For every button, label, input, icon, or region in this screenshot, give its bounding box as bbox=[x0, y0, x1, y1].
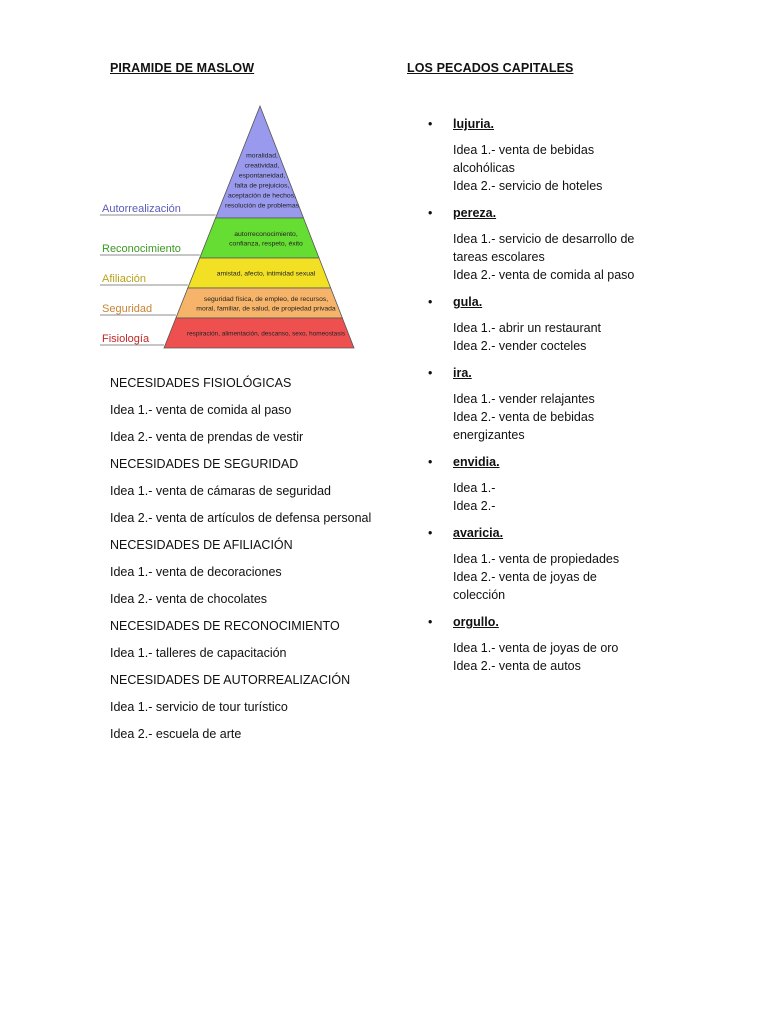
level-description-line: moral, familiar, de salud, de propiedad privada bbox=[196, 305, 336, 313]
left-title: PIRAMIDE DE MASLOW bbox=[110, 61, 255, 75]
sin-idea: Idea 2.- vender cocteles bbox=[453, 339, 587, 353]
sin-idea: Idea 2.- venta de comida al paso bbox=[453, 268, 635, 282]
sin-name-row bbox=[422, 453, 652, 471]
sin-idea: Idea 2.- venta de bebidas energizantes bbox=[453, 410, 595, 442]
level-description-line: moralidad, bbox=[246, 152, 278, 160]
sin-item bbox=[422, 524, 652, 604]
bullet-icon: • bbox=[428, 206, 433, 220]
need-heading: NECESIDADES FISIOLÓGICAS bbox=[110, 376, 292, 390]
sin-name: ira. bbox=[453, 366, 472, 380]
need-idea: Idea 1.- venta de decoraciones bbox=[110, 565, 282, 579]
sin-name: pereza. bbox=[453, 206, 497, 220]
level-name: Afiliación bbox=[102, 273, 147, 285]
level-description-line: respiración, alimentación, descanso, sexo, homeostasis bbox=[186, 330, 346, 338]
sin-idea: Idea 1.- vender relajantes bbox=[453, 392, 595, 406]
bullet-icon: • bbox=[428, 526, 433, 540]
need-idea: Idea 2.- venta de prendas de vestir bbox=[110, 430, 304, 444]
sin-idea: Idea 1.- servicio de desarrollo de tareas escolares bbox=[453, 232, 635, 264]
need-idea: Idea 2.- venta de artículos de defensa personal bbox=[110, 511, 372, 525]
sin-idea: Idea 2.- venta de autos bbox=[453, 659, 581, 673]
sin-idea: Idea 1.- venta de bebidas alcohólicas bbox=[453, 143, 595, 175]
bullet-icon: • bbox=[428, 455, 433, 469]
level-description-line: autorreconocimiento, bbox=[234, 230, 298, 238]
sin-item bbox=[422, 613, 652, 675]
level-description-line: creatividad, bbox=[244, 162, 280, 170]
need-idea: Idea 1.- talleres de capacitación bbox=[110, 646, 287, 660]
right-title: LOS PECADOS CAPITALES bbox=[407, 61, 574, 75]
level-description-line: confianza, respeto, éxito bbox=[229, 240, 303, 248]
sins-list bbox=[422, 115, 652, 684]
pyramid-level bbox=[176, 288, 342, 318]
sin-name: avaricia. bbox=[453, 526, 504, 540]
sin-name: envidia. bbox=[453, 455, 500, 469]
sin-item bbox=[422, 293, 652, 355]
need-idea: Idea 2.- escuela de arte bbox=[110, 727, 242, 741]
bullet-icon: • bbox=[428, 117, 433, 131]
sin-item bbox=[422, 453, 652, 515]
sin-name-row bbox=[422, 524, 652, 542]
needs-list bbox=[110, 374, 380, 752]
bullet-icon: • bbox=[428, 295, 433, 309]
sin-idea: Idea 2.- servicio de hoteles bbox=[453, 179, 603, 193]
level-description-line: seguridad física, de empleo, de recursos, bbox=[203, 295, 329, 303]
need-idea: Idea 1.- venta de comida al paso bbox=[110, 403, 292, 417]
level-description-line: falta de prejuicios, bbox=[234, 182, 290, 190]
need-idea: Idea 1.- servicio de tour turístico bbox=[110, 700, 288, 714]
sin-item bbox=[422, 115, 652, 195]
sin-name-row bbox=[422, 115, 652, 133]
need-heading: NECESIDADES DE SEGURIDAD bbox=[110, 457, 299, 471]
need-idea: Idea 2.- venta de chocolates bbox=[110, 592, 268, 606]
sin-idea: Idea 2.- venta de joyas de colección bbox=[453, 570, 597, 602]
sin-name: gula. bbox=[453, 295, 483, 309]
level-name: Seguridad bbox=[102, 303, 153, 315]
sin-name-row bbox=[422, 204, 652, 222]
level-name: Reconocimiento bbox=[102, 243, 181, 255]
level-name: Fisiología bbox=[102, 333, 150, 345]
sin-idea: Idea 1.- bbox=[453, 481, 496, 495]
maslow-pyramid-image bbox=[98, 100, 360, 352]
need-heading: NECESIDADES DE AUTORREALIZACIÓN bbox=[110, 673, 351, 687]
bullet-icon: • bbox=[428, 615, 433, 629]
need-heading: NECESIDADES DE AFILIACIÓN bbox=[110, 538, 293, 552]
sin-idea: Idea 2.- bbox=[453, 499, 496, 513]
sin-idea: Idea 1.- venta de propiedades bbox=[453, 552, 620, 566]
pyramid-level bbox=[200, 218, 319, 258]
sin-item bbox=[422, 204, 652, 284]
sin-name: lujuria. bbox=[453, 117, 494, 131]
level-description-line: espontaneidad, bbox=[238, 172, 286, 180]
sin-idea: Idea 1.- abrir un restaurant bbox=[453, 321, 601, 335]
level-name: Autorrealización bbox=[102, 203, 181, 215]
need-idea: Idea 1.- venta de cámaras de seguridad bbox=[110, 484, 331, 498]
sin-name-row bbox=[422, 293, 652, 311]
sin-idea: Idea 1.- venta de joyas de oro bbox=[453, 641, 619, 655]
level-description-line: aceptación de hechos, bbox=[227, 192, 297, 200]
bullet-icon: • bbox=[428, 366, 433, 380]
sin-name-row bbox=[422, 364, 652, 382]
need-heading: NECESIDADES DE RECONOCIMIENTO bbox=[110, 619, 340, 633]
sin-name: orgullo. bbox=[453, 615, 499, 629]
sin-name-row bbox=[422, 613, 652, 631]
level-description-line: amistad, afecto, intimidad sexual bbox=[216, 270, 316, 278]
level-description-line: resolución de problemas bbox=[224, 202, 300, 210]
sin-item bbox=[422, 364, 652, 444]
